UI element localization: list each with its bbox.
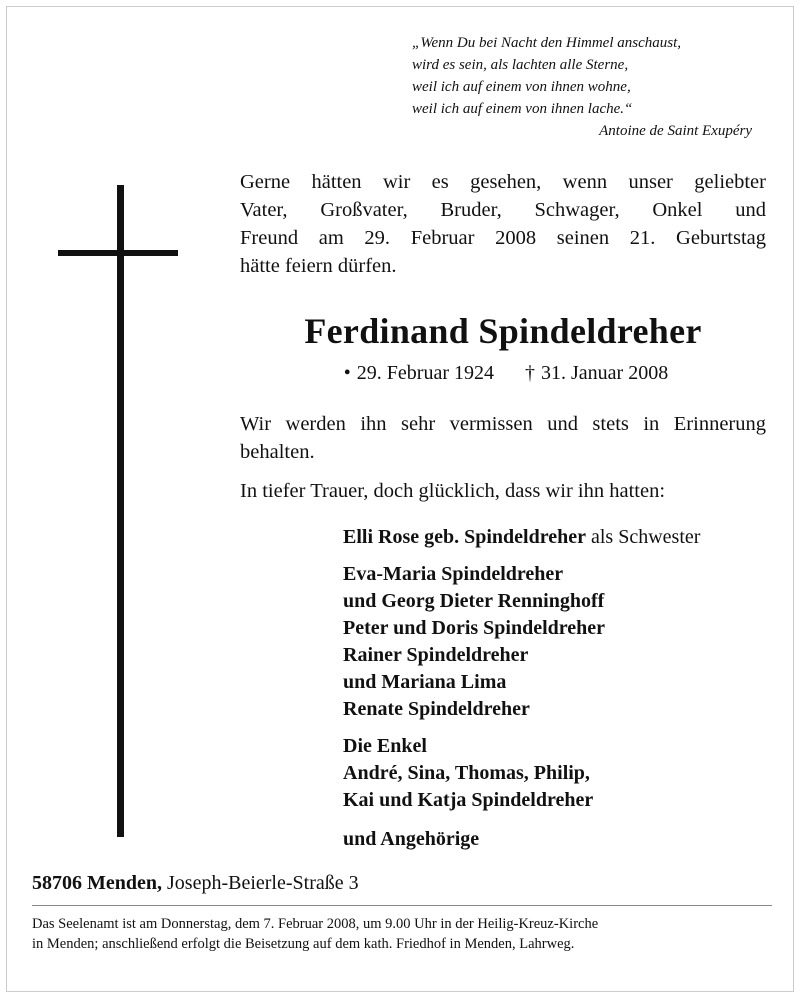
quote-line: wird es sein, als lachten alle Sterne, — [412, 57, 629, 73]
grandchildren-names: André, Sina, Thomas, Philip, — [343, 762, 590, 784]
cross-icon — [117, 185, 124, 837]
remembrance-paragraph — [240, 410, 766, 466]
funeral-info — [32, 914, 772, 954]
intro-line: hätte feiern dürfen. — [240, 255, 397, 277]
family-member: Eva-Maria Spindeldreher — [343, 563, 564, 585]
birth-date: 29. Februar 1924 — [356, 362, 494, 384]
intro-paragraph — [240, 168, 766, 280]
quote-author: Antoine de Saint Exupéry — [599, 123, 752, 139]
epigraph-quote — [412, 32, 772, 142]
quote-line: weil ich auf einem von ihnen wohne, — [412, 79, 631, 95]
remembrance-line: behalten. — [240, 441, 315, 463]
intro-line: Freund am 29. Februar 2008 seinen 21. Geburtstag — [240, 227, 766, 249]
quote-line: weil ich auf einem von ihnen lache.“ — [412, 101, 633, 117]
family-member: Rainer Spindeldreher — [343, 644, 529, 666]
intro-line: Gerne hätten wir es gesehen, wenn unser geliebter — [240, 171, 766, 193]
cross-icon-bar — [58, 250, 178, 256]
address-city: 58706 Menden, — [32, 872, 162, 894]
life-dates — [240, 362, 766, 385]
sister-name: Elli Rose geb. Spindeldreher — [343, 526, 586, 548]
grandchildren-names: Kai und Katja Spindeldreher — [343, 789, 594, 811]
family-address — [32, 872, 359, 895]
family-member: und Georg Dieter Renninghoff — [343, 590, 605, 612]
deceased-name: Ferdinand Spindeldreher — [304, 311, 702, 351]
address-street: Joseph-Beierle-Straße 3 — [167, 872, 359, 894]
family-member: Renate Spindeldreher — [343, 698, 530, 720]
death-date: 31. Januar 2008 — [541, 362, 669, 384]
mourners-list — [343, 524, 783, 853]
grandchildren-heading: Die Enkel — [343, 735, 427, 757]
mourning-statement: In tiefer Trauer, doch glücklich, dass wir ihn hatten: — [240, 480, 666, 502]
death-symbol: † — [525, 362, 535, 384]
family-member: und Mariana Lima — [343, 671, 507, 693]
quote-line: „Wenn Du bei Nacht den Himmel anschaust, — [412, 35, 682, 51]
funeral-info-line: Das Seelenamt ist am Donnerstag, dem 7. Februar 2008, um 9.00 Uhr in der Heilig-Kreuz-Kirche — [32, 916, 599, 932]
intro-line: Vater, Großvater, Bruder, Schwager, Onkel und — [240, 199, 766, 221]
sister-role: als Schwester — [591, 526, 701, 548]
remembrance-line: Wir werden ihn sehr vermissen und stets in Erinnerung — [240, 413, 766, 435]
relatives: und Angehörige — [343, 828, 480, 850]
birth-symbol: • — [343, 362, 351, 384]
divider — [32, 905, 772, 906]
family-member: Peter und Doris Spindeldreher — [343, 617, 606, 639]
funeral-info-line: in Menden; anschließend erfolgt die Beisetzung auf dem kath. Friedhof in Menden, Lahrweg. — [32, 936, 575, 952]
